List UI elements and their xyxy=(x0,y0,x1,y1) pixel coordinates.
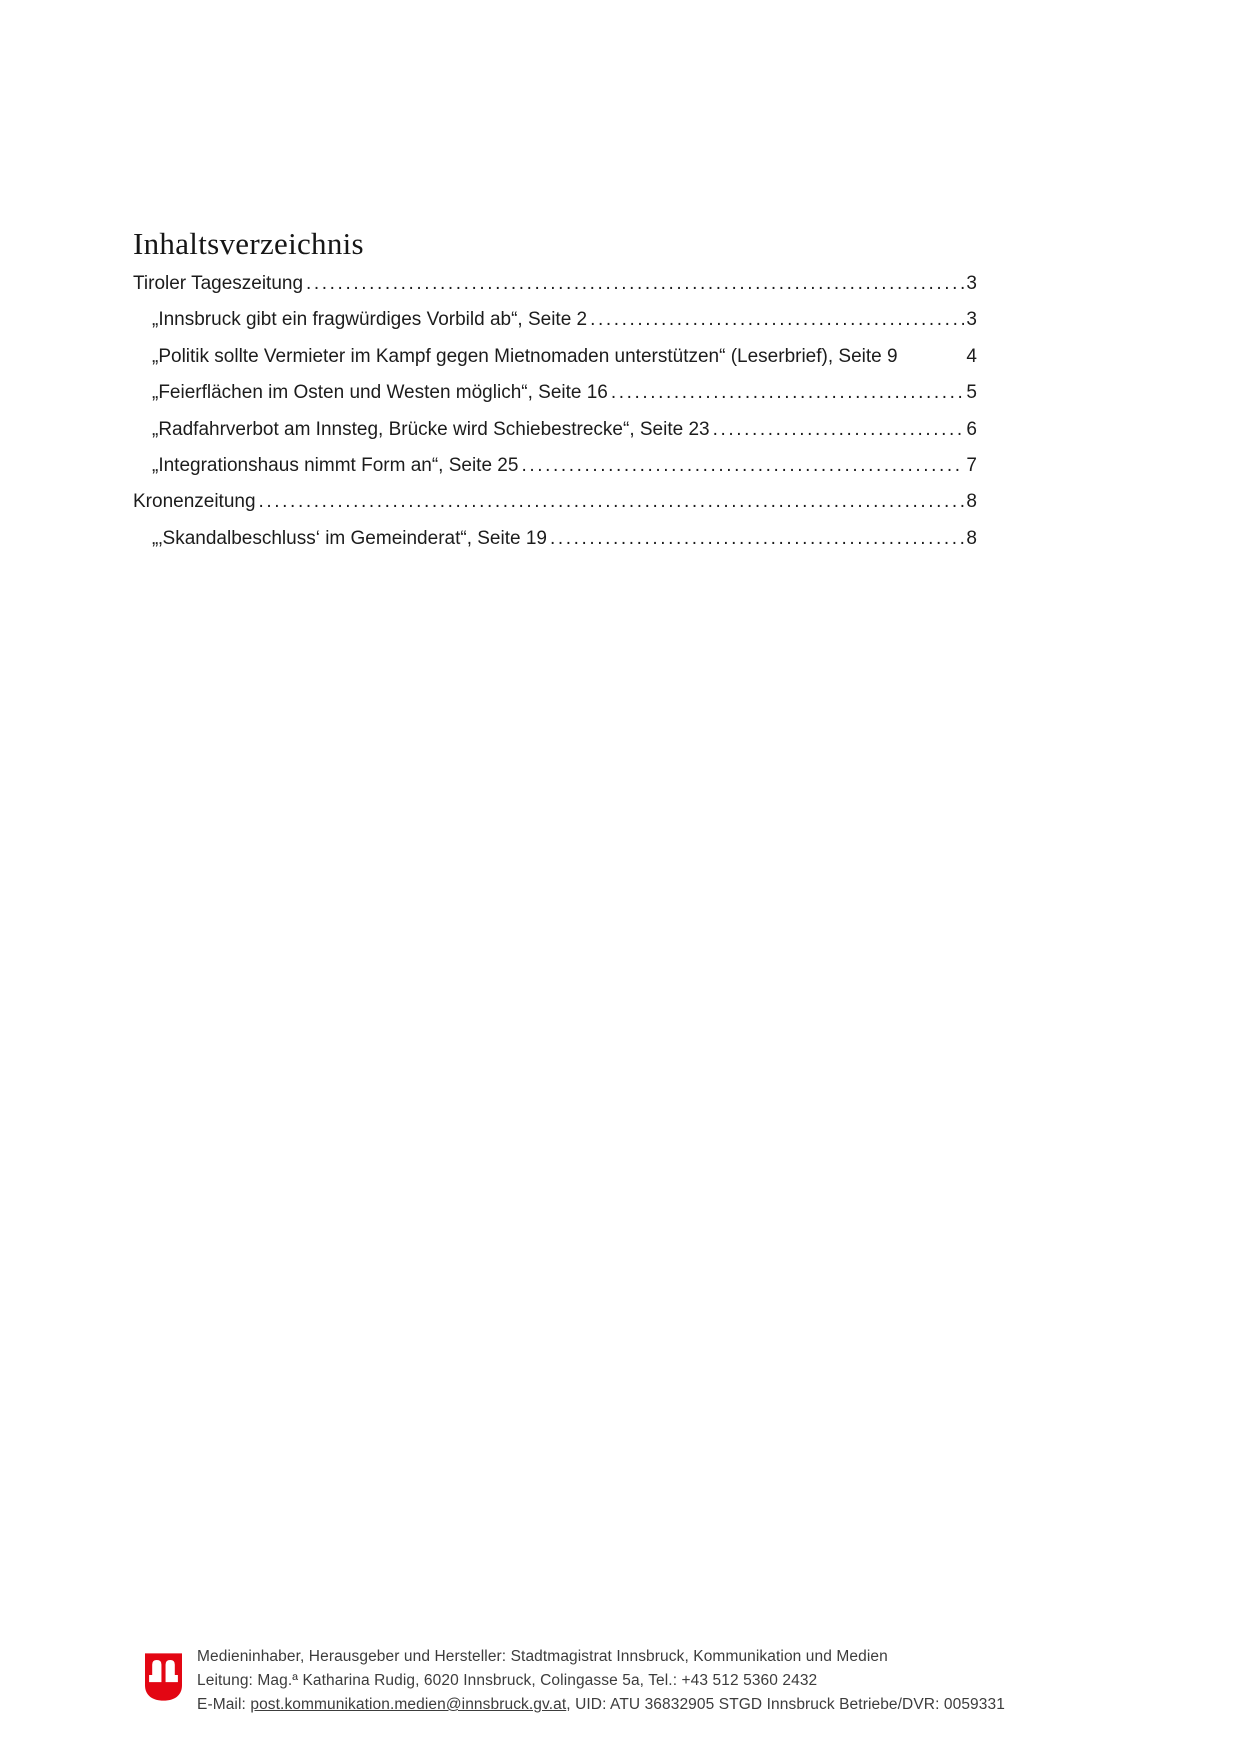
toc-page-number: 8 xyxy=(966,527,977,549)
toc-dot-leader xyxy=(710,412,964,448)
table-of-contents xyxy=(133,266,977,557)
toc-dot-leader xyxy=(256,484,964,520)
toc-entry-label: „Politik sollte Vermieter im Kampf gegen Mietnomaden unterstützen“ (Leserbrief), Seite 9 xyxy=(152,345,898,367)
toc-page-number: 3 xyxy=(966,309,977,331)
toc-entry[interactable] xyxy=(133,375,977,411)
imprint-line-contact xyxy=(197,1693,1005,1717)
toc-page-number: 5 xyxy=(966,382,977,404)
toc-entry[interactable] xyxy=(133,448,977,484)
toc-entry-label: Tiroler Tageszeitung xyxy=(133,273,304,294)
toc-entry-label: „Innsbruck gibt ein fragwürdiges Vorbild ab“, Seite 2 xyxy=(152,309,588,331)
toc-entry[interactable] xyxy=(133,521,977,557)
toc-entry[interactable] xyxy=(133,484,977,520)
email-label: E-Mail: xyxy=(197,1696,251,1713)
toc-entry-label: „Integrationshaus nimmt Form an“, Seite 25 xyxy=(152,454,519,476)
toc-dot-leader xyxy=(547,521,964,557)
toc-dot-leader xyxy=(303,266,964,302)
email-link[interactable]: post.kommunikation.medien@innsbruck.gv.at xyxy=(250,1696,567,1713)
toc-entry-label: Kronenzeitung xyxy=(133,491,256,513)
toc-dot-leader xyxy=(518,448,964,484)
toc-entry-label: „‚Skandalbeschluss‘ im Gemeinderat“, Seite 19 xyxy=(152,527,547,549)
page-title: Inhaltsverzeichnis xyxy=(133,225,364,261)
imprint-text xyxy=(197,1645,1005,1717)
uid-dvr-text: , UID: ATU 36832905 STGD Innsbruck Betriebe/DVR: 0059331 xyxy=(566,1696,1005,1713)
toc-entry-label: „Feierflächen im Osten und Westen möglich“, Seite 16 xyxy=(152,382,608,404)
toc-page-number: 7 xyxy=(966,454,977,476)
toc-page-number: 4 xyxy=(966,345,977,367)
toc-page-number: 6 xyxy=(966,418,977,440)
toc-entry[interactable] xyxy=(133,339,977,375)
toc-page-number: 3 xyxy=(966,273,977,294)
toc-entry-label: „Radfahrverbot am Innsteg, Brücke wird Schiebestrecke“, Seite 23 xyxy=(152,418,710,440)
toc-entry[interactable] xyxy=(133,412,977,448)
toc-page-number: 8 xyxy=(966,491,977,513)
imprint-line-publisher: Medieninhaber, Herausgeber und Hersteller: Stadtmagistrat Innsbruck, Kommunikation und Medien xyxy=(197,1648,888,1665)
imprint-line-address: Leitung: Mag.ª Katharina Rudig, 6020 Innsbruck, Colingasse 5a, Tel.: +43 512 5360 2432 xyxy=(197,1672,818,1689)
toc-dot-leader xyxy=(587,302,964,338)
toc-entry[interactable] xyxy=(133,302,977,338)
toc-entry[interactable] xyxy=(133,266,977,302)
toc-dot-leader xyxy=(608,375,964,411)
innsbruck-city-logo-icon xyxy=(145,1653,182,1701)
